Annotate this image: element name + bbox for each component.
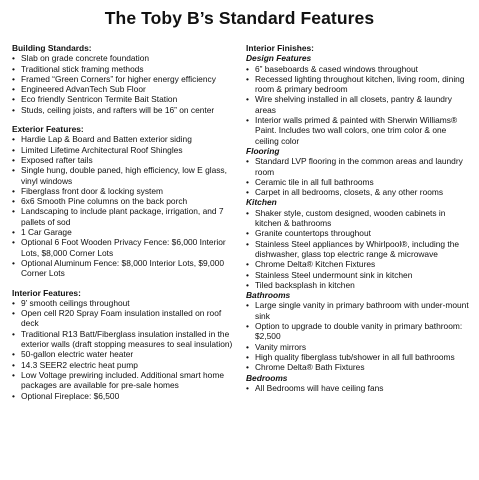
exterior-features-item: • Landscaping to include plant package, irrigation, and 7 pallets of sod: [12, 206, 238, 227]
interior-features-item: • Open cell R20 Spray Foam insulation installed on roof deck: [12, 308, 238, 329]
exterior-features-section: [12, 124, 238, 278]
exterior-features-item: • Optional 6 Foot Wooden Privacy Fence: $6,000 Interior Lots, $8,000 Corner Lots: [12, 237, 238, 258]
flooring-heading: Flooring: [246, 145, 280, 156]
exterior-features-item: • Exposed rafter tails: [12, 155, 238, 165]
flooring-list: [246, 156, 472, 197]
building-standards-item: • Slab on grade concrete foundation: [12, 53, 238, 63]
interior-features-section: [12, 288, 238, 401]
interior-features-item: • 50-gallon electric water heater: [12, 349, 238, 359]
kitchen-item: • Stainless Steel appliances by Whirlpool®, including the dishwasher, glass top electric range & microwave: [246, 239, 472, 260]
exterior-features-item: • 6x6 Smooth Pine columns on the back porch: [12, 196, 238, 206]
right-column: [246, 43, 472, 393]
exterior-features-item: • 1 Car Garage: [12, 227, 238, 237]
bathrooms-item: • Option to upgrade to double vanity in primary bathroom: $2,500: [246, 321, 472, 342]
exterior-features-item: • Hardie Lap & Board and Batten exterior siding: [12, 134, 238, 144]
bathrooms-item: • Large single vanity in primary bathroom with under-mount sink: [246, 300, 472, 321]
bedrooms-list: [246, 383, 472, 393]
interior-features-heading: Interior Features:: [12, 287, 81, 298]
flooring-item: • Standard LVP flooring in the common areas and laundry room: [246, 156, 472, 177]
kitchen-item: • Tiled backsplash in kitchen: [246, 280, 472, 290]
design-features-item: • Wire shelving installed in all closets, pantry & laundry areas: [246, 94, 472, 115]
building-standards-item: • Framed “Green Corners” for higher energy efficiency: [12, 74, 238, 84]
bathrooms-heading: Bathrooms: [246, 290, 291, 301]
bathrooms-item: • Vanity mirrors: [246, 342, 472, 352]
design-features-item: • Interior walls primed & painted with Sherwin Williams® Paint. Includes two wall colors, one trim color & one ceiling color: [246, 115, 472, 146]
bathrooms-item: • High quality fiberglass tub/shower in all full bathrooms: [246, 352, 472, 362]
left-column: [12, 43, 238, 410]
design-features-item: • Recessed lighting throughout kitchen, living room, dining room & primary bedroom: [246, 74, 472, 95]
interior-features-item: • 14.3 SEER2 electric heat pump: [12, 360, 238, 370]
interior-features-item: • Optional Fireplace: $6,500: [12, 391, 238, 401]
kitchen-item: • Shaker style, custom designed, wooden cabinets in kitchen & bathrooms: [246, 208, 472, 229]
interior-features-item: • Low Voltage prewiring included. Additional smart home packages are available for pre-sale homes: [12, 370, 238, 391]
building-standards-item: • Engineered AdvanTech Sub Floor: [12, 84, 238, 94]
flooring-item: • Carpet in all bedrooms, closets, & any other rooms: [246, 187, 472, 197]
interior-finishes-heading: Interior Finishes:: [246, 43, 314, 53]
kitchen-heading: Kitchen: [246, 197, 277, 208]
building-standards-item: • Studs, ceiling joists, and rafters will be 16” on center: [12, 105, 238, 115]
kitchen-item: • Stainless Steel undermount sink in kitchen: [246, 270, 472, 280]
interior-features-list: [12, 298, 238, 401]
building-standards-section: [12, 43, 238, 115]
page-title: The Toby B’s Standard Features: [104, 8, 375, 28]
flooring-item: • Ceramic tile in all full bathrooms: [246, 177, 472, 187]
bathrooms-list: [246, 300, 472, 372]
exterior-features-item: • Limited Lifetime Architectural Roof Shingles: [12, 145, 238, 155]
exterior-features-item: • Fiberglass front door & locking system: [12, 186, 238, 196]
building-standards-heading: Building Standards:: [12, 43, 92, 53]
building-standards-item: • Traditional stick framing methods: [12, 64, 238, 74]
kitchen-list: [246, 208, 472, 290]
exterior-features-item: • Single hung, double paned, high efficiency, low E glass, vinyl windows: [12, 165, 238, 186]
building-standards-list: [12, 53, 238, 115]
interior-features-item: • Traditional R13 Batt/Fiberglass insulation installed in the exterior walls (draft stopping measures to seal insulation): [12, 329, 238, 350]
design-features-list: [246, 64, 472, 146]
bedrooms-item: • All Bedrooms will have ceiling fans: [246, 383, 472, 393]
building-standards-item: • Eco friendly Sentricon Termite Bait Station: [12, 94, 238, 104]
bathrooms-item: • Chrome Delta® Bath Fixtures: [246, 362, 472, 372]
kitchen-item: • Chrome Delta® Kitchen Fixtures: [246, 259, 472, 269]
exterior-features-item: • Optional Aluminum Fence: $8,000 Interior Lots, $9,000 Corner Lots: [12, 258, 238, 279]
interior-features-item: • 9’ smooth ceilings throughout: [12, 298, 238, 308]
bedrooms-heading: Bedrooms: [246, 372, 288, 383]
kitchen-item: • Granite countertops throughout: [246, 228, 472, 238]
exterior-features-heading: Exterior Features:: [12, 124, 84, 135]
exterior-features-list: [12, 134, 238, 278]
design-features-heading: Design Features: [246, 53, 312, 64]
design-features-item: • 6” baseboards & cased windows throughout: [246, 64, 472, 74]
